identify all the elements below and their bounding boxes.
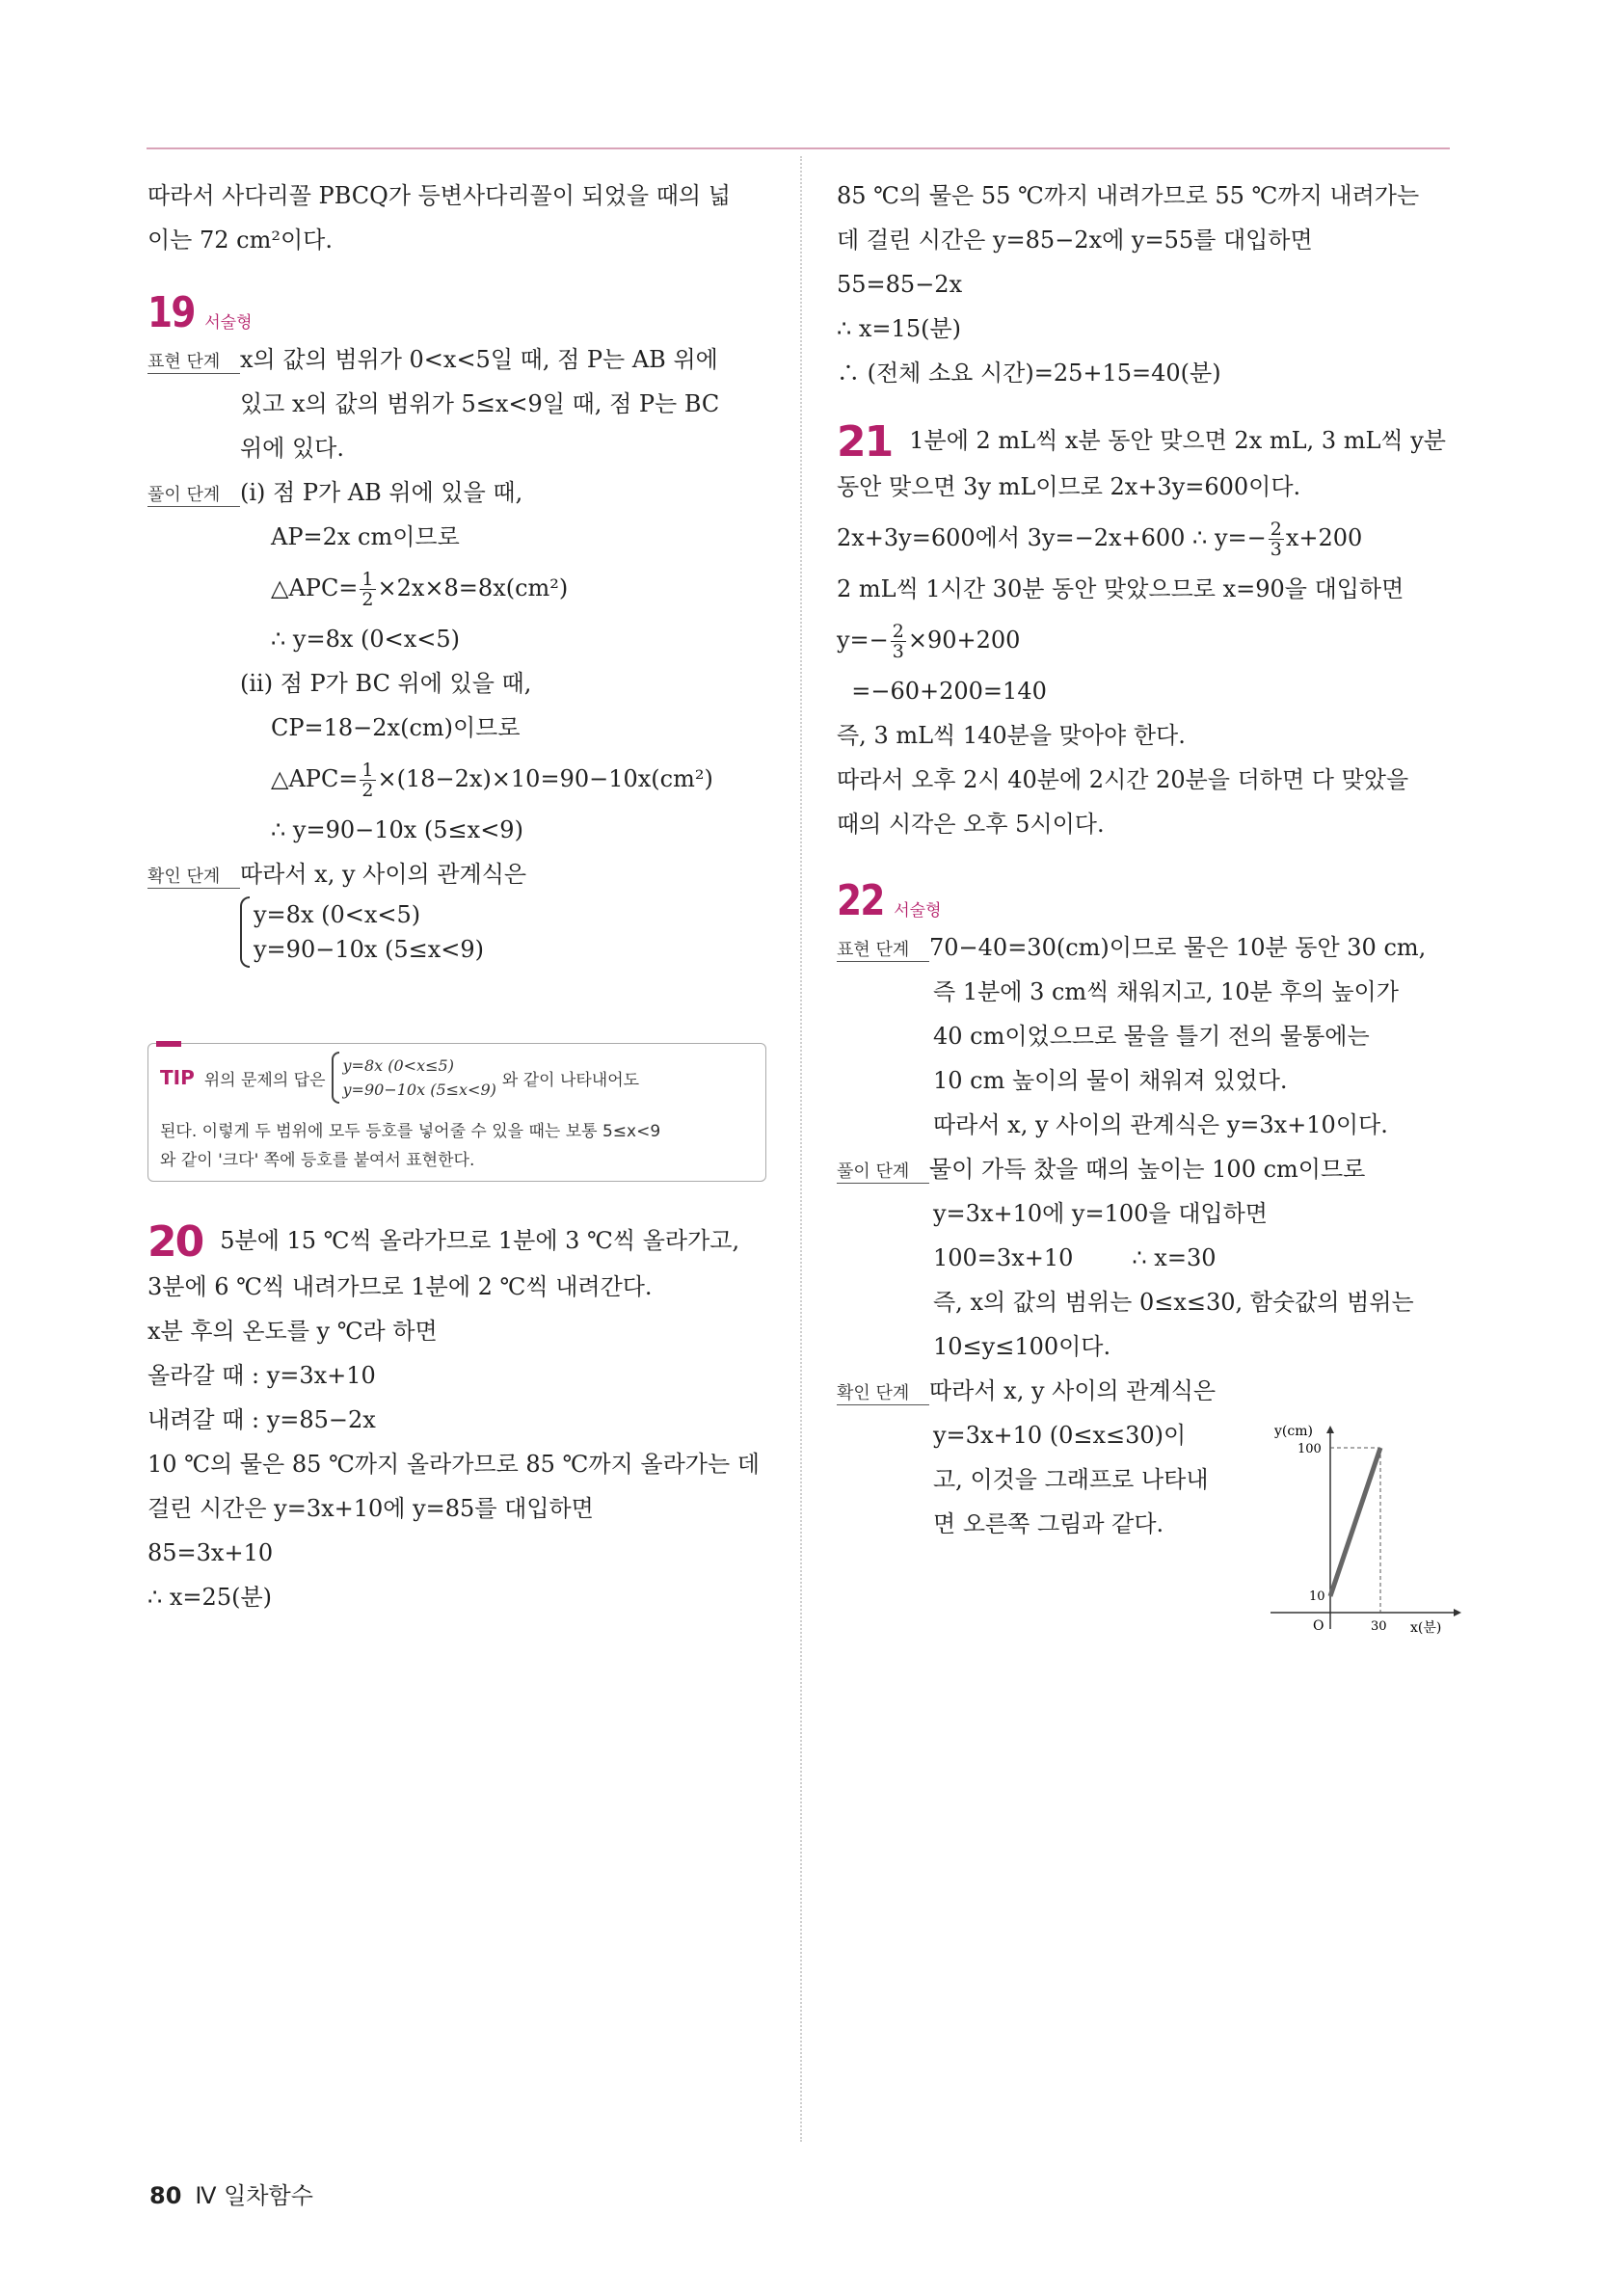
tip-text: 위의 문제의 답은 (203, 1070, 326, 1090)
equation: y=8x (0<x<5) (254, 901, 421, 928)
intro-line: 이는 72 cm²이다. (147, 227, 333, 254)
text-part: △APC= (271, 765, 359, 792)
stage-label: 표현 단계 (147, 352, 240, 374)
area-line (147, 559, 774, 617)
q22-graph (1271, 1422, 1463, 1643)
area-line (147, 750, 774, 808)
numerator: 2 (892, 621, 904, 642)
page-number: 80 (149, 2182, 182, 2209)
origin-label: O (1313, 1618, 1324, 1634)
text-line: 내려갈 때 : y=85−2x (147, 1406, 376, 1433)
q21-first-line (837, 416, 1454, 465)
fraction (360, 570, 375, 609)
q19-header (147, 283, 774, 337)
text-line: 걸린 시간은 y=3x+10에 y=85를 대입하면 (147, 1495, 594, 1522)
text-line: 따라서 x, y 사이의 관계식은 (929, 1377, 1217, 1404)
text-line: 10≤y≤100이다. (933, 1333, 1111, 1360)
x-tick-label: 30 (1371, 1619, 1387, 1634)
text-part: ×2x×8=8x(cm²) (377, 574, 569, 601)
text-part: y=− (837, 627, 889, 654)
y-tick-label: 100 (1297, 1442, 1322, 1456)
text-line: 즉, x의 값의 범위는 0≤x≤30, 함숫값의 범위는 (933, 1289, 1414, 1316)
text-line: 2 mL씩 1시간 30분 동안 맞았으므로 x=90을 대입하면 (837, 575, 1404, 602)
text-line: AP=2x cm이므로 (271, 523, 460, 550)
fraction (1269, 520, 1284, 559)
text-line: 따라서 x, y 사이의 관계식은 y=3x+10이다. (933, 1111, 1388, 1138)
denominator: 2 (361, 780, 374, 801)
tip-text: 와 같이 나타내어도 (501, 1070, 640, 1090)
text-line: ∴ x=15(분) (837, 315, 961, 342)
q22-header (837, 871, 1454, 925)
stage-label: 풀이 단계 (147, 485, 240, 507)
q22-stage2-line (837, 1147, 1454, 1191)
equation: y=90−10x (5≤x<9) (342, 1081, 496, 1099)
stage-label: 풀이 단계 (837, 1161, 929, 1184)
q19-tag: 서술형 (204, 313, 253, 333)
formula-line (837, 611, 1454, 669)
numerator: 1 (361, 569, 374, 590)
text-line: 고, 이것을 그래프로 나타내 (933, 1466, 1209, 1493)
graph-line (1330, 1448, 1380, 1596)
q20-number: 20 (147, 1217, 203, 1267)
text-line: 즉 1분에 3 cm씩 채워지고, 10분 후의 높이가 (933, 978, 1399, 1005)
q21-number: 21 (837, 417, 893, 467)
stage-label: 확인 단계 (837, 1383, 929, 1405)
q19-stage3-line (147, 852, 774, 896)
numerator: 2 (1270, 519, 1282, 540)
text-line: ∴ y=90−10x (5≤x<9) (271, 816, 523, 843)
text-line: 3분에 6 ℃씩 내려가므로 1분에 2 ℃씩 내려간다. (147, 1273, 653, 1300)
y-tick-label: 10 (1309, 1589, 1325, 1604)
text-part: 2x+3y=600에서 3y=−2x+600 ∴ y=− (837, 524, 1267, 551)
text-part: ×(18−2x)×10=90−10x(cm²) (377, 765, 713, 792)
right-column (837, 174, 1454, 1546)
stage-label: 확인 단계 (147, 867, 240, 889)
tip-label: TIP (160, 1066, 195, 1089)
denominator: 3 (1270, 539, 1282, 560)
tip-system (332, 1052, 496, 1104)
text-line: y=3x+10에 y=100을 대입하면 (933, 1200, 1268, 1227)
text-line: 올라갈 때 : y=3x+10 (147, 1362, 376, 1389)
text-line: 85=3x+10 (147, 1539, 274, 1566)
equation: y=8x (0<x≤5) (342, 1056, 454, 1075)
text-line: 데 걸린 시간은 y=85−2x에 y=55를 대입하면 (837, 227, 1313, 254)
q19-stage1-line (147, 337, 774, 382)
stage-label: 표현 단계 (837, 940, 929, 962)
text-part: △APC= (271, 574, 359, 601)
text-part: ×90+200 (907, 627, 1021, 654)
text-line: ∴ (전체 소요 시간)=25+15=40(분) (837, 360, 1221, 387)
text-line: 40 cm이었으므로 물을 틀기 전의 물통에는 (933, 1023, 1370, 1050)
text-line: ∴ y=8x (0<x<5) (271, 626, 461, 653)
q19-stage2-line (147, 470, 774, 515)
left-column (147, 174, 774, 974)
system-rows (343, 1054, 496, 1102)
text-line: CP=18−2x(cm)이므로 (271, 714, 521, 741)
column-divider (800, 156, 802, 2142)
x-axis-arrow (1454, 1609, 1461, 1616)
q22-number: 22 (837, 876, 884, 925)
page-footer (149, 2176, 313, 2210)
tip-box (147, 1043, 766, 1182)
q22-stage1-line (837, 925, 1454, 970)
q19-number: 19 (147, 288, 195, 337)
brace-mark (332, 1052, 339, 1104)
text-line: 물이 가득 찼을 때의 높이는 100 cm이므로 (929, 1156, 1366, 1183)
fraction (360, 761, 375, 800)
tip-tab (156, 1041, 181, 1047)
formula-line (837, 509, 1454, 567)
text-line: ∴ x=25(분) (147, 1584, 272, 1611)
text-line: y=3x+10 (0≤x≤30)이 (933, 1422, 1187, 1449)
numerator: 1 (361, 760, 374, 781)
text-line: 따라서 오후 2시 40분에 2시간 20분을 더하면 다 맞았을 (837, 766, 1409, 793)
q20-first-line (147, 1216, 774, 1265)
text-line: 따라서 x, y 사이의 관계식은 (240, 861, 527, 888)
text-line: 위에 있다. (240, 435, 344, 462)
denominator: 2 (361, 589, 374, 610)
q20-block (147, 1216, 774, 1619)
text-line: 10 ℃의 물은 85 ℃까지 올라가므로 85 ℃까지 올라가는 데 (147, 1451, 760, 1478)
header-rule (147, 147, 1450, 149)
chapter-title: Ⅳ 일차함수 (195, 2182, 313, 2209)
text-line: 85 ℃의 물은 55 ℃까지 내려가므로 55 ℃까지 내려가는 (837, 182, 1420, 209)
text-line: 5분에 15 ℃씩 올라가므로 1분에 3 ℃씩 올라가고, (220, 1227, 740, 1254)
y-axis-label: y(cm) (1274, 1424, 1313, 1439)
text-line: 때의 시각은 오후 5시이다. (837, 811, 1105, 838)
system-rows (254, 897, 484, 967)
text-line: x의 값의 범위가 0<x<5일 때, 점 P는 AB 위에 (240, 346, 718, 373)
text-line: x분 후의 온도를 y ℃라 하면 (147, 1318, 438, 1345)
text-line: 있고 x의 값의 범위가 5≤x<9일 때, 점 P는 BC (240, 390, 720, 417)
text-line: 55=85−2x (837, 271, 963, 298)
brace (240, 896, 484, 968)
equation: y=90−10x (5≤x<9) (254, 936, 485, 963)
tip-line (160, 1052, 639, 1104)
tip-text: 와 같이 '크다' 쪽에 등호를 붙여서 표현한다. (160, 1151, 475, 1170)
text-line: 동안 맞으면 3y mL이므로 2x+3y=600이다. (837, 473, 1301, 500)
y-axis-arrow (1326, 1426, 1334, 1433)
text-line: 즉, 3 mL씩 140분을 맞아야 한다. (837, 722, 1186, 749)
text-line: 1분에 2 mL씩 x분 동안 맞으면 2x mL, 3 mL씩 y분 (909, 427, 1446, 454)
q22-stage3-line (837, 1369, 1454, 1413)
denominator: 3 (892, 641, 904, 662)
x-axis-label: x(분) (1410, 1620, 1442, 1636)
tip-text: 된다. 이렇게 두 범위에 모두 등호를 넣어줄 수 있을 때는 보통 5≤x<9 (160, 1122, 661, 1141)
text-line: 10 cm 높이의 물이 채워져 있었다. (933, 1067, 1288, 1094)
q22-tag: 서술형 (894, 901, 942, 921)
text-line: 100=3x+10 ∴ x=30 (933, 1244, 1217, 1271)
text-line: (i) 점 P가 AB 위에 있을 때, (240, 479, 523, 506)
text-line: 70−40=30(cm)이므로 물은 10분 동안 30 cm, (929, 934, 1427, 961)
brace-mark (240, 896, 250, 968)
text-line: 면 오른쪽 그림과 같다. (933, 1510, 1164, 1537)
fraction (891, 622, 906, 661)
system-of-equations (147, 896, 774, 974)
text-line: (ii) 점 P가 BC 위에 있을 때, (240, 670, 532, 697)
text-line: =−60+200=140 (837, 678, 1047, 705)
intro-line: 따라서 사다리꼴 PBCQ가 등변사다리꼴이 되었을 때의 넓 (147, 182, 731, 209)
text-part: x+200 (1285, 524, 1363, 551)
